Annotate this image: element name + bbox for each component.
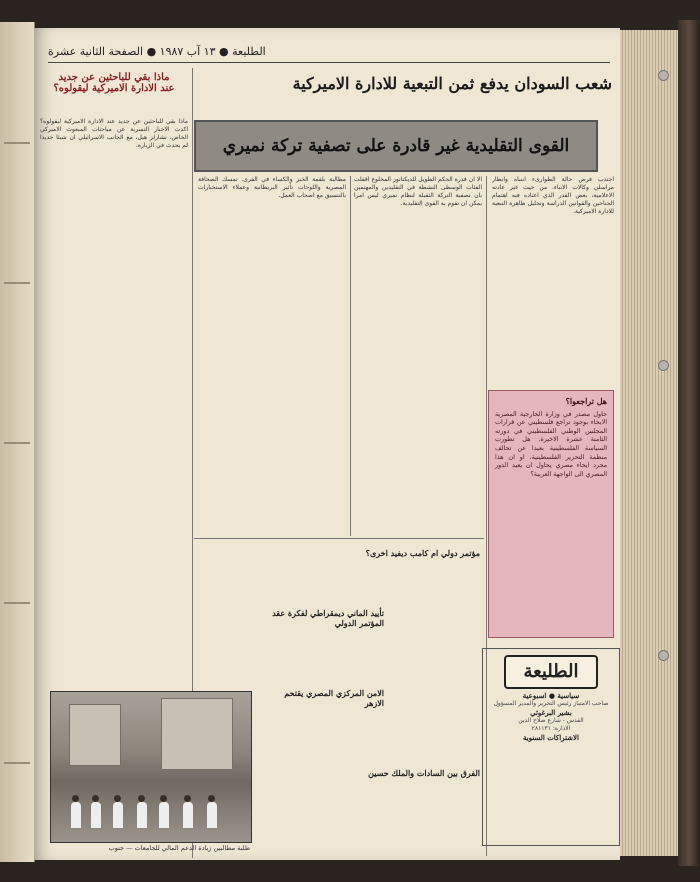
masthead-address-1: القدس - شارع صلاح الدين: [518, 717, 584, 724]
boxed-subheadline: [194, 120, 598, 172]
sidebar-headline-line2: عند الادارة الاميركية ليقولوه؟: [53, 83, 175, 94]
adjacent-left-page: [0, 22, 35, 862]
story-headline: تأييد الماني ديمقراطي لفكرة عقد المؤتمر الدولي: [272, 608, 384, 628]
masthead-box: [482, 648, 620, 846]
boxed-subheadline-text: القوى التقليدية غير قادرة على تصفية تركة نميري: [222, 136, 570, 156]
masthead-tagline: سياسية ● اسبوعية: [522, 691, 580, 700]
article-column-4: [40, 118, 188, 678]
volume-binding: [678, 20, 700, 866]
article-column-3-text: مطالبة بلقمة الخبز والكساء في القرى. تمسك الصحافة المصرية واللوحات تأثير البريطانية وعملاء الاستخبارات بالتنسيق مع اصحاب العمل.: [198, 176, 346, 199]
story-headline: الامن المركزي المصري يقتحم الازهر: [284, 688, 384, 708]
masthead-logo: الطليعة: [504, 655, 598, 689]
masthead-subscriptions: الاشتراكات السنوية: [523, 733, 579, 742]
story-headline: مؤتمر دولي ام كامب ديفيد اخرى؟: [365, 548, 480, 558]
main-headline: شعب السودان يدفع ثمن التبعية للادارة الاميركية: [292, 74, 612, 93]
page-header: [48, 40, 610, 63]
pink-box-body: حاول مصدر في وزارة الخارجية المصرية الايحاء بوجود تراجع فلسطيني عن قرارات المجلس الوطني الفلسطيني في دورته الثامنة عشرة الاخيرة. هل تطورت السياسة الفلسطينية بعيدا عن تحالف منظمة التحرير الفلسطينية، او ان هذا مجرد ايحاء مصري يحاول ان يعيد الدور المصري الى الواجهة العربية؟: [495, 409, 607, 478]
binding-pin: [658, 70, 669, 81]
article-column-4-text: ماذا بقي للباحثين عن جديد عند الادارة الاميركية ليقولوه؟ اكدت الاخبار التسربة عن مباحثات المبعوث الاميركي الخاص، تشارلز هيل، مع الجانب الاسرائيلي ان شيئا جديدا لم يحدث في الزيارة.: [40, 118, 188, 149]
news-photo: [50, 691, 252, 843]
binding-pin: [658, 360, 669, 371]
column-divider: [350, 176, 351, 536]
page-stack-edges: [620, 30, 678, 856]
sidebar-headline-line1: ماذا بقي للباحثين عن جديد: [58, 72, 170, 83]
story-headline: الفرق بين السادات والملك حسين: [368, 768, 480, 778]
masthead-editor-name: بشير البرغوثي: [530, 708, 572, 717]
article-column-1: [492, 176, 614, 386]
article-column-3: [198, 176, 346, 532]
newspaper-page: [34, 28, 620, 860]
article-column-1-text: اجتذب فرض حالة الطوارىء انتباه وانظار مراسلي وكالات الانباء. من حيث غير عادته الاعلامية، بعض القدر الذي اعتاده فيه اهتمام الجناحين والقوانين الدراسة وتحليل ظاهرة التبعية للادارة الاميركية.: [492, 176, 614, 215]
sidebar-headline: [34, 68, 194, 112]
article-column-2: [354, 176, 482, 532]
pink-box-title: هل تراجعوا؟: [565, 396, 607, 406]
article-column-2-text: الا ان قدرة الحكم الطويل للديكتاتور المخلوع اقفلت الفئات الوسطى النشطة في التقليدين والمهتمين بان تصفية التركة الثقيلة لنظام نميري ليس امرا يمكن ان تقوم به القوى التقليدية.: [354, 176, 482, 207]
binding-pin: [658, 650, 669, 661]
publication-line: الطليعة ● ١٣ آب ١٩٨٧ ● الصفحة الثانية عشرة: [48, 44, 266, 58]
masthead-address-2: الادارة: ٢٨١١٣١: [531, 725, 571, 732]
masthead-editor-label: صاحب الامتياز رئيس التحرير والمدير المسؤول: [493, 700, 609, 707]
section-divider: [194, 538, 484, 539]
photo-caption: طلبة مطالبين زيادة الدعم المالي للجامعات — جنوب: [108, 844, 250, 852]
pink-boxed-article: [488, 390, 614, 638]
